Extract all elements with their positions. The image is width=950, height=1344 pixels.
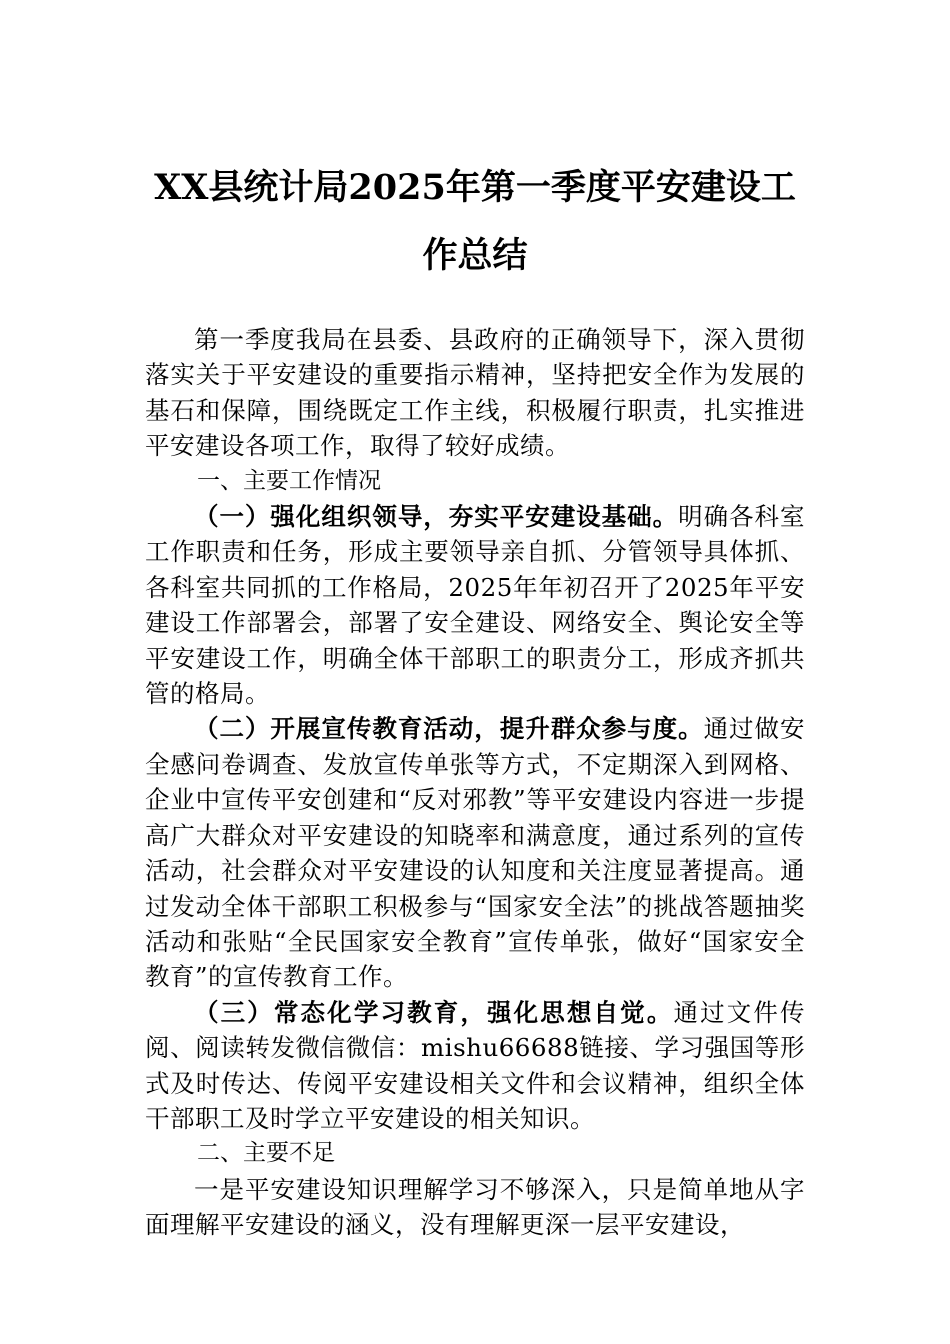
document-title-line-2: 作总结 xyxy=(422,235,528,276)
section-heading-shortfalls: 二、主要不足 xyxy=(197,1140,335,1167)
document-body xyxy=(145,322,805,1243)
item-paragraph-3 xyxy=(145,995,805,1137)
item-lead-2: （二）开展宣传教育活动，提升群众参与度。 xyxy=(194,714,704,744)
document-title-line-1: XX县统计局2025年第一季度平安建设工 xyxy=(154,167,796,208)
item-body-3: 通过文件传阅、阅读转发微信微信：mishu66688链接、学习强国等形式及时传达、传阅平安建设相关文件和会议精神，组织全体干部职工及时学立平安建设的相关知识。 xyxy=(145,997,805,1133)
intro-paragraph: 第一季度我局在县委、县政府的正确领导下，深入贯彻落实关于平安建设的重要指示精神，坚持把安全作为发展的基石和保障，围绕既定工作主线，积极履行职责，扎实推进平安建设各项工作，取得了较好成绩。 xyxy=(145,325,805,461)
item-paragraph-1 xyxy=(145,499,805,711)
item-lead-1: （一）强化组织领导，夯实平安建设基础。 xyxy=(194,502,679,532)
item-paragraph-2 xyxy=(145,711,805,994)
item-body-2: 通过做安全感问卷调查、发放宣传单张等方式，不定期深入到网格、企业中宣传平安创建和“反对邪教”等平安建设内容进一步提高广大群众对平安建设的知晓率和满意度，通过系列的宣传活动，社会群众对平安建设的认知度和关注度显著提高。通过发动全体干部职工积极参与“国家安全法”的挑战答题抽奖活动和张贴“全民国家安全教育”宣传单张，做好“国家安全教育”的宣传教育工作。 xyxy=(145,714,806,992)
shortfall-paragraph-1: 一是平安建设知识理解学习不够深入，只是简单地从字面理解平安建设的涵义，没有理解更深一层平安建设， xyxy=(145,1174,805,1240)
section-heading-main-work: 一、主要工作情况 xyxy=(197,467,381,494)
item-lead-3: （三）常态化学习教育，强化思想自觉。 xyxy=(194,997,674,1027)
item-body-1: 明确各科室工作职责和任务，形成主要领导亲自抓、分管领导具体抓、各科室共同抓的工作格局，2025年年初召开了2025年平安建设工作部署会，部署了安全建设、网络安全、舆论安全等平安建设工作，明确全体干部职工的职责分工，形成齐抓共管的格局。 xyxy=(145,502,806,709)
